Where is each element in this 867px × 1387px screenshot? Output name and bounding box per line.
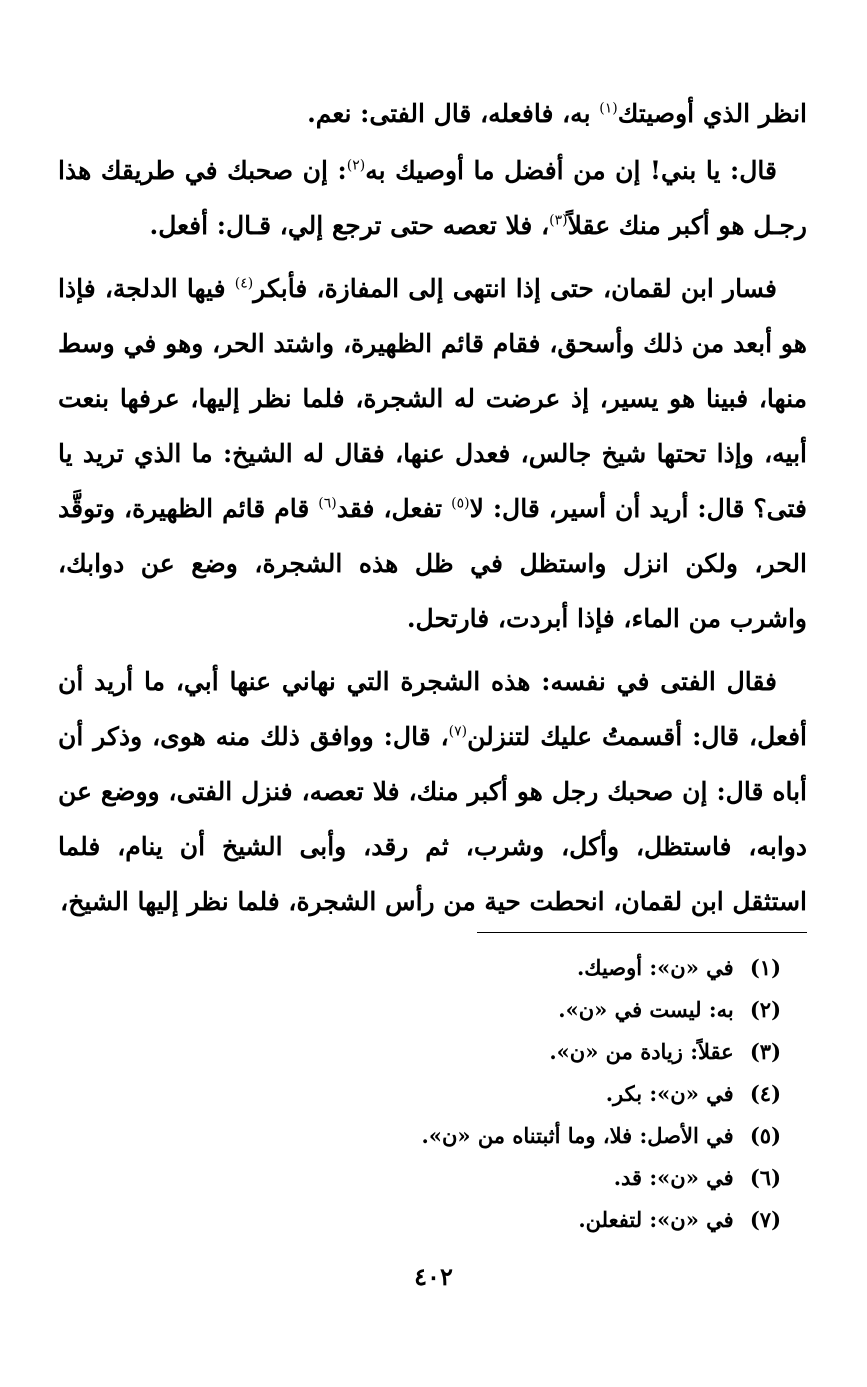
text-segment: به، فافعله، قال الفتى: نعم. (307, 99, 600, 128)
footnote-text: في الأصل: فلا، وما أثبتناه من «ن». (421, 1123, 734, 1148)
footnote-ref-6: (٦) (318, 495, 337, 512)
footnote-ref-3: (٣) (549, 212, 568, 229)
footnote-number: (١) (749, 955, 781, 980)
text-segment: فسار ابن لقمان، حتى إذا انتهى إلى المفازة، فأبكر (253, 274, 777, 303)
footnotes-list (58, 947, 781, 1241)
footnote-divider (477, 932, 807, 933)
footnote-item (58, 1199, 781, 1241)
paragraph-1 (58, 86, 807, 141)
paragraph-2 (58, 143, 807, 253)
text-segment: فقال الفتى في نفسه: هذه الشجرة التي نهاني عنها أبي، ما أريد أن أفعل، قال: أقسمتُ عليك لتنزلن (58, 667, 807, 751)
footnote-ref-7: (٧) (448, 723, 468, 740)
text-segment: قال: يا بني! إن من أفضل ما أوصيك به (365, 156, 778, 185)
footnote-item (58, 947, 781, 989)
paragraph-4 (58, 654, 807, 929)
footnote-number: (٣) (749, 1039, 781, 1064)
text-segment: قام قائم الظهيرة، وتوقَّد الحر، ولكن انزل واستظل في ظل هذه الشجرة، وضع عن دوابك، واشرب من الماء، فإذا أبردت، فارتحل. (58, 494, 807, 633)
footnote-number: (٢) (749, 997, 781, 1022)
footnote-text: به: ليست في «ن». (558, 997, 734, 1022)
main-text (58, 86, 807, 937)
footnote-text: في «ن»: لتفعلن. (578, 1207, 734, 1232)
page-number: ٤٠٢ (414, 1262, 453, 1291)
footnote-item (58, 1073, 781, 1115)
paragraph-3 (58, 261, 807, 646)
text-segment: انظر الذي أوصيتك (617, 99, 807, 128)
footnote-ref-1: (١) (599, 100, 618, 117)
footnote-ref-4: (٤) (234, 275, 254, 292)
text-segment: : إن صحبك في طريقك هذا رجـل هو أكبر منك عقلاً (58, 156, 807, 240)
footnote-item (58, 1157, 781, 1199)
footnote-item (58, 989, 781, 1031)
footnote-number: (٤) (749, 1081, 781, 1106)
text-segment: فيها الدلجة، فإذا هو أبعد من ذلك وأسحق، فقام قائم الظهيرة، واشتد الحر، وهو في وسط منها، فبينا هو يسير، إذ عرضت له الشجرة، فلما نظر إليها، عرفها بنعت أبيه، وإذا تحتها شيخ جالس، فعدل عنها، فقال له الشيخ: ما الذي تريد يا فتى؟ قال: أريد أن أسير، قال: لا (58, 274, 807, 523)
footnote-ref-2: (٢) (346, 157, 366, 174)
text-segment: تفعل، فقد (336, 494, 452, 523)
footnote-text: في «ن»: أوصيك. (576, 955, 734, 980)
footnote-text: عقلاً: زيادة من «ن». (549, 1039, 734, 1064)
text-segment: ، فلا تعصه حتى ترجع إلي، قـال: أفعل. (149, 211, 550, 240)
footnote-ref-5: (٥) (451, 495, 470, 512)
footnote-number: (٦) (749, 1165, 781, 1190)
footnote-number: (٥) (749, 1123, 781, 1148)
text-segment: ، قال: ووافق ذلك منه هوى، وذكر أن أباه قال: إن صحبك رجل هو أكبر منك، فلا تعصه، فنزل الفتى، ووضع عن دوابه، فاستظل، وأكل، وشرب، ثم رقد، وأبى الشيخ أن ينام، فلما استثقل ابن لقمان، انحطت حية من رأس الشجرة، فلما نظر إليها الشيخ، (58, 722, 807, 916)
footnote-number: (٧) (749, 1207, 781, 1232)
footnote-text: في «ن»: قد. (613, 1165, 734, 1190)
footnote-item (58, 1115, 781, 1157)
footnote-text: في «ن»: بكر. (605, 1081, 734, 1106)
footnote-item (58, 1031, 781, 1073)
